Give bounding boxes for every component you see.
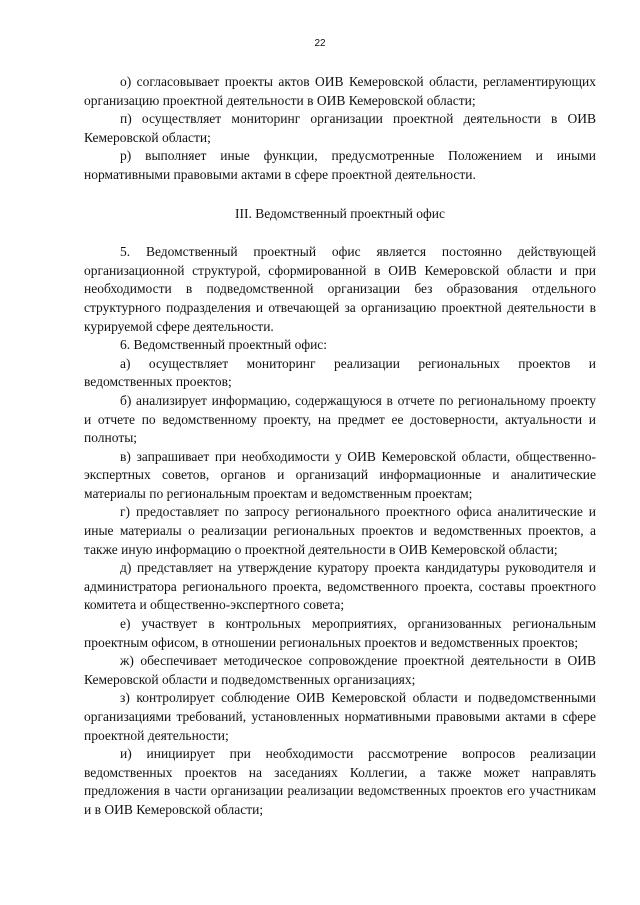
paragraph-item-g: г) предоставляет по запросу регионального проектного офиса аналитические и иные материалы о реализации региональных проектов и ведомственных проектов, а также иную информацию о проектной деятельности в ОИВ Кемеровской области; [84, 504, 596, 557]
paragraph-item-b: б) анализирует информацию, содержащуюся в отчете по региональному проекту и отчете по ведомственному проекту, на предмет ее достоверности, актуальности и полноты; [84, 392, 596, 446]
paragraph-item-v: в) запрашивает при необходимости у ОИВ Кемеровской области, общественно-экспертных советов, органов и организаций информационные и аналитические материалы по региональным проектам и ведомственным проектам; [84, 448, 596, 501]
paragraph-clause-6: 6. Ведомственный проектный офис: [120, 337, 328, 353]
paragraph-item-zh: ж) обеспечивает методическое сопровождение проектной деятельности в ОИВ Кемеровской области и подведомственных организациях; [84, 653, 596, 687]
paragraph-clause-5: 5. Ведомственный проектный офис является постоянно действующей организационной структурой, сформированной в ОИВ Кемеровской области и при необходимости в подведомственной организации без образования отдельного структурного подразделения и отвечающей за организацию проектной деятельности в курируемой сфере деятельности. [84, 244, 596, 334]
paragraph-item-d: д) представляет на утверждение куратору проекта кандидатуры руководителя и администратора регионального проекта, ведомственного проекта, составы проектного комитета и общественно-экспертного совета; [84, 560, 596, 613]
paragraph-item-p: п) осуществляет мониторинг организации проектной деятельности в ОИВ Кемеровской области; [84, 111, 596, 145]
paragraph-item-o: о) согласовывает проекты актов ОИВ Кемеровской области, регламентирующих организацию проектной деятельности в ОИВ Кемеровской области; [84, 74, 596, 108]
document-body [84, 73, 596, 820]
paragraph-item-e: е) участвует в контрольных мероприятиях, организованных региональным проектным офисом, в отношении региональных проектов и ведомственных проектов; [84, 616, 596, 650]
section-heading: III. Ведомственный проектный офис [234, 205, 446, 221]
page-number: 22 [314, 38, 326, 49]
paragraph-item-r: р) выполняет иные функции, предусмотренные Положением и иными нормативными правовыми актами в сфере проектной деятельности. [84, 148, 596, 182]
paragraph-item-a: а) осуществляет мониторинг реализации региональных проектов и ведомственных проектов; [84, 355, 596, 390]
paragraph-item-z: з) контролирует соблюдение ОИВ Кемеровской области и подведомственными организациями требований, установленных нормативными правовыми актами в сфере проектной деятельности; [84, 690, 596, 743]
paragraph-item-i: и) инициирует при необходимости рассмотрение вопросов реализации ведомственных проектов на заседаниях Коллегии, а также может направлять предложения в части организации реализации ведомственных проектов его участникам и в ОИВ Кемеровской области; [84, 746, 596, 817]
